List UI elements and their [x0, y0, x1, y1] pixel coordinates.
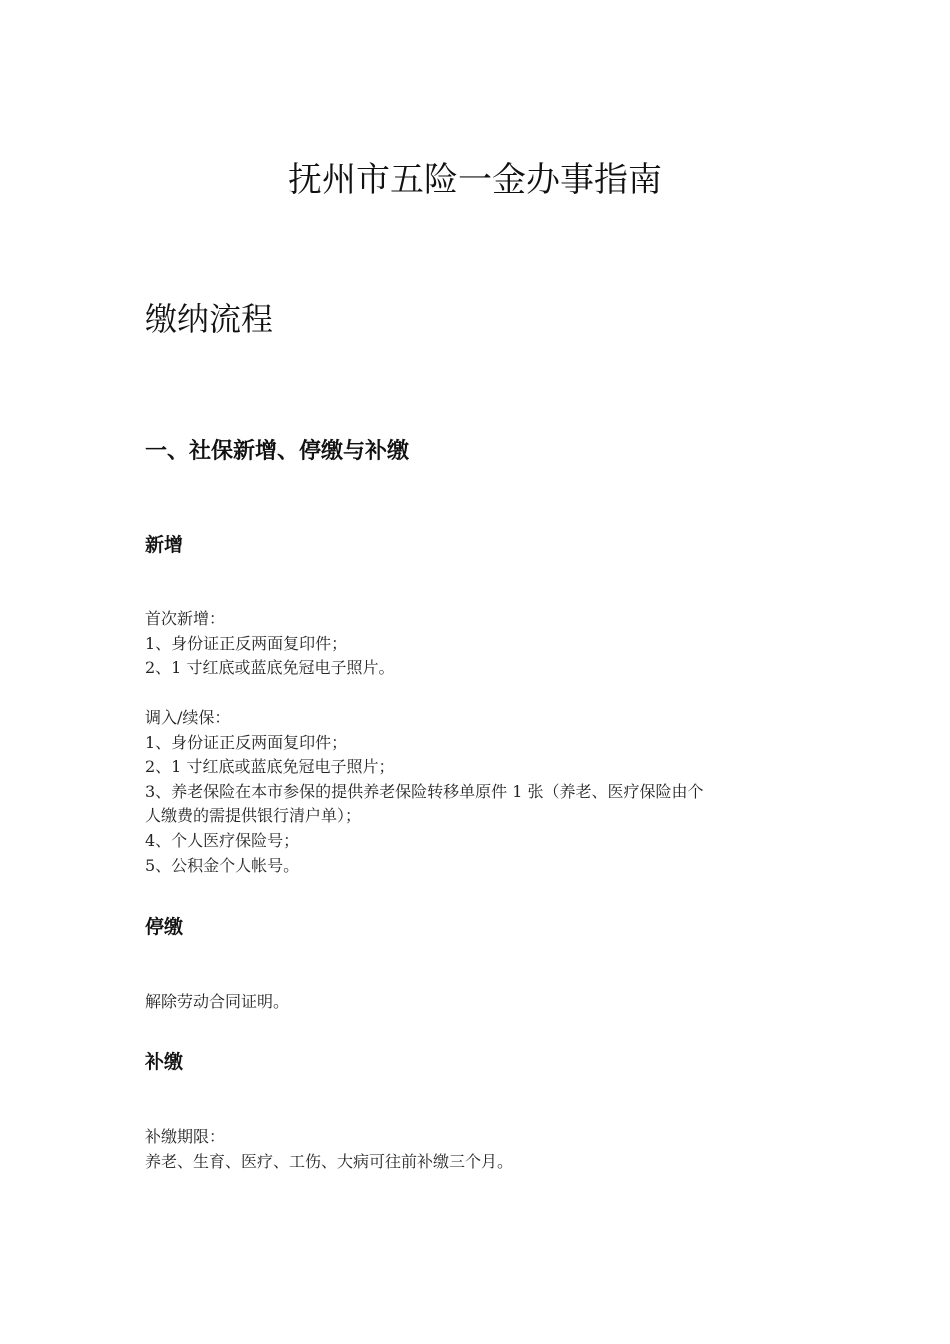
list-item: 人缴费的需提供银行清户单）； [145, 806, 362, 826]
back-pay-label: 补缴期限： [145, 1127, 226, 1146]
list-item: 3、养老保险在本市参保的提供养老保险转移单原件 1 张（养老、医疗保险由个 [145, 781, 704, 801]
list-item: 2、1 寸红底或蓝底免冠电子照片； [145, 757, 395, 777]
heading-payment-process: 缴纳流程 [145, 300, 274, 338]
back-pay-block [145, 1125, 513, 1174]
subheading-new: 新增 [145, 534, 184, 556]
transfer-label: 调入/续保： [145, 708, 231, 727]
subheading-back-pay: 补缴 [145, 1051, 184, 1073]
list-item: 5、公积金个人帐号。 [145, 855, 300, 875]
first-time-block [145, 607, 394, 681]
stop-block [145, 990, 289, 1015]
first-time-label: 首次新增： [145, 609, 226, 628]
list-item: 1、身份证正反两面复印件； [145, 732, 348, 752]
list-item: 1、身份证正反两面复印件； [145, 633, 348, 653]
list-item: 4、个人医疗保险号； [145, 830, 300, 850]
list-item: 2、1 寸红底或蓝底免冠电子照片。 [145, 658, 395, 678]
section-heading-social-insurance: 一、社保新增、停缴与补缴 [145, 439, 410, 464]
document-title: 抚州市五险一金办事指南 [288, 160, 662, 200]
back-pay-text: 养老、生育、医疗、工伤、大病可往前补缴三个月。 [145, 1151, 514, 1171]
stop-text: 解除劳动合同证明。 [145, 992, 290, 1011]
transfer-block [145, 706, 704, 878]
subheading-stop: 停缴 [145, 916, 184, 938]
